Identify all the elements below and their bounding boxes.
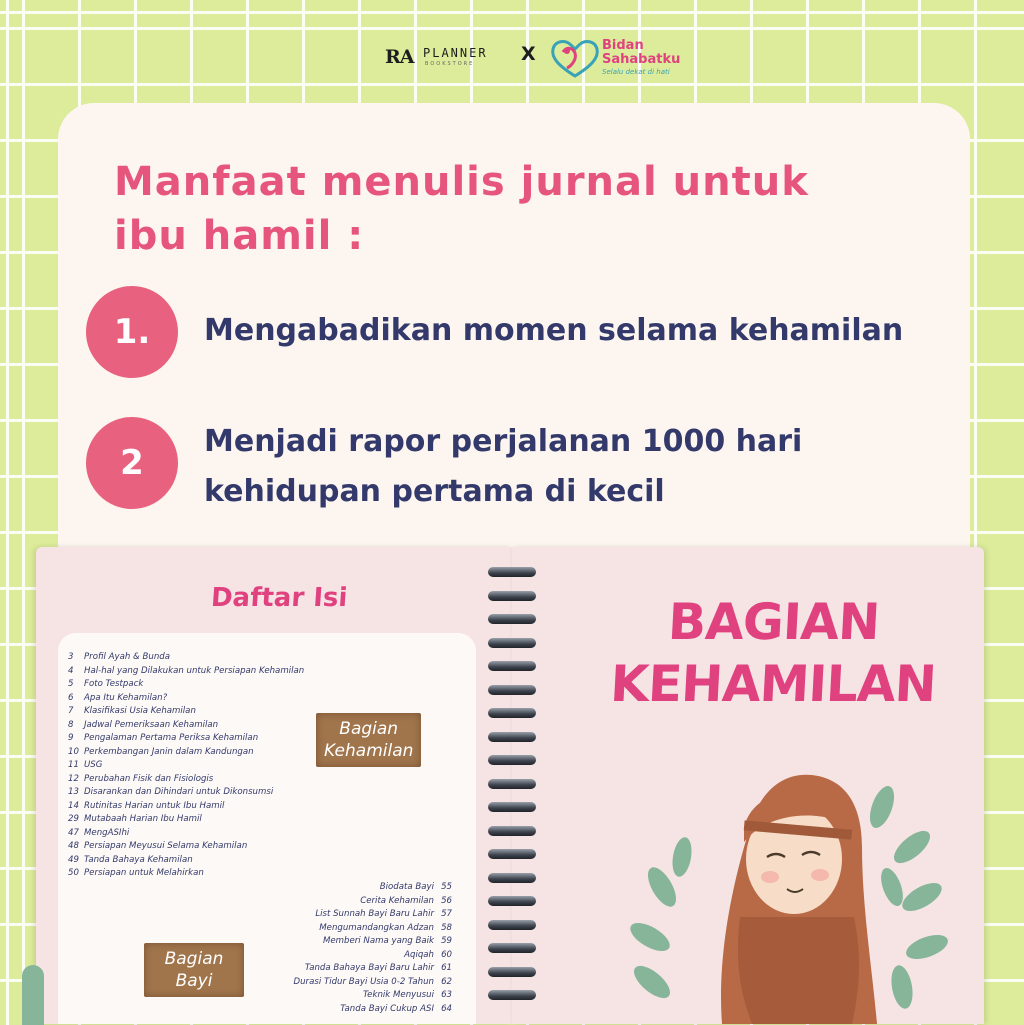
toc-entry-title: Pengalaman Pertama Periksa Kehamilan <box>84 733 259 743</box>
benefit-text <box>204 417 964 517</box>
card-heading <box>114 155 914 263</box>
spiral-ring <box>488 826 536 836</box>
toc-entry <box>68 840 304 854</box>
benefit-text-line: kehidupan pertama di kecil <box>204 474 665 509</box>
hijab-woman-illustration <box>622 767 952 1024</box>
toc-entry <box>293 949 452 963</box>
notebook-right-page <box>512 547 984 1024</box>
heart-logo-icon <box>549 38 601 80</box>
toc-page-number: 64 <box>441 1003 452 1014</box>
spiral-ring <box>488 779 536 789</box>
toc-page-number: 6 <box>68 692 74 703</box>
toc-page-number: 11 <box>68 760 79 770</box>
toc-panel <box>58 633 476 1024</box>
toc-page-number: 3 <box>68 652 74 662</box>
toc-entry-title: Persiapan untuk Melahirkan <box>84 868 204 878</box>
toc-page-number: 50 <box>68 868 79 878</box>
journal-notebook-photo <box>36 547 984 1024</box>
toc-entry-title: Cerita Kehamilan <box>360 895 434 906</box>
toc-entry-title: Biodata Bayi <box>379 882 434 892</box>
toc-page-number: 29 <box>68 814 79 824</box>
toc-page-number: 61 <box>441 963 452 973</box>
spiral-ring <box>488 591 536 601</box>
toc-entry-title: Foto Testpack <box>84 679 144 689</box>
toc-entry <box>68 759 304 773</box>
toc-entry-title: Tanda Bahaya Kehamilan <box>84 854 193 865</box>
toc-entry-title: Perubahan Fisik dan Fisiologis <box>84 773 214 784</box>
toc-entry-title: Teknik Menyusui <box>363 990 434 1000</box>
toc-entry-title: Rutinitas Harian untuk Ibu Hamil <box>84 800 225 811</box>
toc-entry-title: Mengumandangkan Adzan <box>319 922 434 933</box>
spiral-ring <box>488 896 536 906</box>
spiral-ring <box>488 873 536 883</box>
toc-entry <box>293 922 452 936</box>
planner-logo-subtext: BOOKSTORE <box>425 61 475 67</box>
spiral-ring <box>488 661 536 671</box>
partner-logo-tagline: Selalu dekat di hati <box>602 68 670 76</box>
toc-page-number: 13 <box>68 787 79 797</box>
toc-entry <box>68 651 304 665</box>
spiral-ring <box>488 614 536 624</box>
section-label-bayi <box>144 943 244 997</box>
toc-entry <box>68 786 304 800</box>
toc-page-number: 60 <box>441 949 452 960</box>
toc-page-number: 12 <box>68 773 79 784</box>
toc-entry <box>68 773 304 787</box>
toc-entry <box>68 692 304 706</box>
toc-entry <box>68 746 304 760</box>
toc-entry <box>68 854 304 868</box>
toc-title: Daftar Isi <box>209 583 349 613</box>
toc-entry-title: Apa Itu Kehamilan? <box>84 692 168 703</box>
collab-separator: X <box>521 43 536 65</box>
plant-decoration <box>22 965 44 1025</box>
planner-logo-text: PLANNER <box>423 46 488 60</box>
toc-list-kehamilan <box>68 651 304 881</box>
section-label-line: Bagian <box>164 949 224 969</box>
toc-entry <box>68 867 304 881</box>
toc-page-number: 48 <box>68 841 79 851</box>
toc-entry-title: Aqiqah <box>404 949 434 960</box>
spiral-ring <box>488 920 536 930</box>
toc-entry-title: USG <box>84 760 103 770</box>
benefit-text <box>204 306 964 356</box>
toc-entry-title: Tanda Bahaya Bayi Baru Lahir <box>304 963 434 973</box>
partner-logo-line2: Sahabatku <box>602 52 681 67</box>
toc-entry-title: Memberi Nama yang Baik <box>322 936 434 946</box>
spiral-ring <box>488 943 536 953</box>
toc-entry <box>68 678 304 692</box>
notebook-left-page <box>36 547 512 1024</box>
toc-entry <box>68 705 304 719</box>
spiral-ring <box>488 685 536 695</box>
ra-logo: RA <box>385 46 414 68</box>
toc-entry <box>293 935 452 949</box>
toc-entry-title: Jadwal Pemeriksaan Kehamilan <box>84 719 219 730</box>
toc-page-number: 56 <box>441 895 452 906</box>
toc-page-number: 59 <box>441 936 452 946</box>
section-title-line: KEHAMILAN <box>608 655 938 713</box>
toc-entry <box>68 665 304 679</box>
toc-page-number: 47 <box>68 827 79 838</box>
toc-entry-title: Disarankan dan Dihindari untuk Dikonsumsi <box>84 787 274 797</box>
section-label-line: Kehamilan <box>324 741 414 761</box>
toc-page-number: 4 <box>68 665 74 676</box>
toc-entry <box>293 881 452 895</box>
heading-line-1: Manfaat menulis jurnal untuk <box>114 159 809 205</box>
toc-page-number: 58 <box>441 922 452 933</box>
spiral-ring <box>488 990 536 1000</box>
toc-entry-title: Persiapan Meyusui Selama Kehamilan <box>84 841 248 851</box>
spiral-ring <box>488 849 536 859</box>
toc-page-number: 49 <box>68 854 79 865</box>
toc-entry <box>68 719 304 733</box>
toc-entry <box>293 962 452 976</box>
benefit-text-line: Mengabadikan momen selama kehamilan <box>204 313 904 348</box>
spiral-ring <box>488 967 536 977</box>
section-label-line: Bayi <box>175 971 213 991</box>
spiral-ring <box>488 755 536 765</box>
toc-entry <box>68 732 304 746</box>
toc-entry <box>68 827 304 841</box>
toc-page-number: 8 <box>68 719 74 730</box>
toc-entry-title: Profil Ayah & Bunda <box>84 652 170 662</box>
spiral-ring <box>488 638 536 648</box>
toc-entry-title: Hal-hal yang Dilakukan untuk Persiapan Kehamilan <box>84 665 305 676</box>
toc-entry <box>293 989 452 1003</box>
toc-entry <box>293 908 452 922</box>
toc-page-number: 10 <box>68 746 79 757</box>
toc-entry-title: Klasifikasi Usia Kehamilan <box>84 706 196 716</box>
partner-logo-line1: Bidan <box>602 38 644 53</box>
benefit-text-line: Menjadi rapor perjalanan 1000 hari <box>204 424 803 459</box>
toc-list-bayi <box>293 881 452 1016</box>
toc-page-number: 63 <box>441 990 452 1000</box>
benefit-number-badge: 1. <box>86 286 178 378</box>
toc-entry <box>68 800 304 814</box>
toc-page-number: 55 <box>441 882 452 892</box>
toc-entry-title: Tanda Bayi Cukup ASI <box>340 1003 434 1014</box>
section-title-line: BAGIAN <box>666 593 881 651</box>
toc-page-number: 9 <box>68 733 74 743</box>
toc-entry-title: Durasi Tidur Bayi Usia 0-2 Tahun <box>293 976 434 987</box>
toc-page-number: 62 <box>441 976 452 987</box>
toc-page-number: 7 <box>68 706 74 716</box>
spiral-ring <box>488 708 536 718</box>
toc-entry-title: MengASIhi <box>84 827 130 838</box>
toc-entry-title: Mutabaah Harian Ibu Hamil <box>84 814 202 824</box>
toc-entry <box>293 895 452 909</box>
benefit-number-badge: 2 <box>86 417 178 509</box>
spiral-ring <box>488 567 536 577</box>
toc-page-number: 14 <box>68 800 79 811</box>
spiral-ring <box>488 802 536 812</box>
toc-entry <box>293 1003 452 1017</box>
section-label-kehamilan <box>316 713 421 767</box>
toc-entry <box>68 813 304 827</box>
heading-line-2: ibu hamil : <box>114 213 365 259</box>
section-title <box>608 591 938 715</box>
toc-entry <box>293 976 452 990</box>
toc-page-number: 5 <box>68 679 74 689</box>
toc-entry-title: List Sunnah Bayi Baru Lahir <box>315 909 434 919</box>
section-label-line: Bagian <box>339 719 399 739</box>
spiral-ring <box>488 732 536 742</box>
notebook-spiral-binding <box>488 567 536 1024</box>
toc-entry-title: Perkembangan Janin dalam Kandungan <box>84 746 254 757</box>
toc-page-number: 57 <box>441 909 452 919</box>
logo-bar <box>0 38 1024 82</box>
